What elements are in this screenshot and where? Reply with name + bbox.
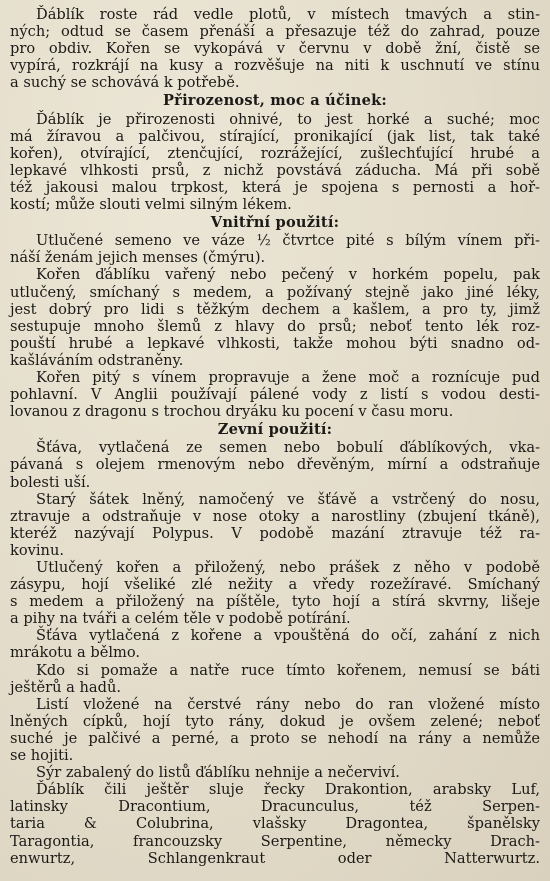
text-line: pouští hrubé a lepkavé vlhkosti, takže mohou býti snadno od- bbox=[10, 334, 540, 352]
text-line: Ďáblík čili ještěr sluje řecky Drakontion, arabsky Luf, bbox=[36, 781, 540, 799]
text-line: Kdo si pomaže a natře ruce tímto kořenem, nemusí se báti bbox=[36, 661, 540, 679]
text-line: náší ženám jejich menses (čmýru). bbox=[10, 249, 266, 267]
paragraph-names bbox=[10, 781, 540, 866]
text-line: Utlučené semeno ve váze ½ čtvrtce pité s bílým vínem při- bbox=[36, 232, 540, 250]
text-line: lněných cípků, hojí tyto rány, dokud je ovšem zelené; neboť bbox=[10, 712, 540, 730]
paragraph-external-leaves bbox=[10, 696, 540, 764]
paragraph-external-cheese bbox=[10, 764, 540, 781]
text-line: Listí vložené na čerstvé rány nebo do ran vložené místo bbox=[36, 695, 540, 713]
text-line: Šťáva, vytlačená ze semen nebo bobulí ďáblíkových, vka- bbox=[36, 439, 540, 457]
text-line: utlučený, smíchaný s medem, a požívaný stejně jako jiné léky, bbox=[10, 283, 540, 301]
text-line: pro obdiv. Kořen se vykopává v červnu v době žní, čistě se bbox=[10, 40, 540, 58]
paragraph-internal-seed bbox=[10, 232, 540, 266]
paragraph-nature bbox=[10, 111, 540, 214]
text-line: kovinu. bbox=[10, 541, 64, 559]
text-line: též jakousi malou trpkost, která je spojena s pernosti a hoř- bbox=[10, 178, 540, 196]
paragraph-external-eyes bbox=[10, 627, 540, 661]
paragraph-internal-wine bbox=[10, 369, 540, 420]
text-line: taria & Colubrina, vlašsky Dragontea, španělsky bbox=[10, 815, 540, 833]
text-line: pohlavní. V Anglii používají pálené vody z listí s vodou desti- bbox=[10, 386, 540, 404]
paragraph-external-juice bbox=[10, 439, 540, 490]
text-line: a suchý se schovává k potřebě. bbox=[10, 74, 240, 92]
text-line: Starý šátek lněný, namočený ve šťávě a vstrčený do nosu, bbox=[36, 490, 540, 508]
text-line: kostí; může slouti velmi silným lékem. bbox=[10, 196, 292, 214]
text-line: s medem a přiložený na píštěle, tyto hojí a stírá skvrny, lišeje bbox=[10, 593, 540, 611]
section-heading-internal-use: Vnitřní použití: bbox=[210, 214, 340, 232]
paragraph-external-root bbox=[10, 559, 540, 627]
section-heading-nature: Přirozenost, moc a účinek: bbox=[163, 92, 387, 110]
text-line: Ďáblík roste rád vedle plotů, v místech tmavých a stin- bbox=[36, 6, 540, 23]
text-line: Sýr zabalený do listů ďáblíku nehnije a nečerviví. bbox=[36, 764, 400, 782]
text-line: ztravuje a odstraňuje v nose otoky a narostliny (zbujení tkáně), bbox=[10, 507, 540, 525]
text-line: sestupuje mnoho šlemů z hlavy do prsů; neboť tento lék roz- bbox=[10, 317, 540, 335]
text-line: enwurtz, Schlangenkraut oder Natterwurtz. bbox=[10, 849, 540, 867]
text-line: lovanou z dragonu s trochou dryáku ku pocení v času moru. bbox=[10, 403, 454, 421]
text-line: bolesti uší. bbox=[10, 473, 91, 491]
paragraph-habitat bbox=[10, 6, 540, 91]
paragraph-internal-root bbox=[10, 266, 540, 369]
paragraph-external-hands bbox=[10, 662, 540, 696]
text-line: se hojiti. bbox=[10, 747, 74, 765]
text-line: kašláváním odstraněny. bbox=[10, 351, 184, 369]
text-line: a pihy na tváři a celém těle v podobě potírání. bbox=[10, 610, 351, 628]
text-line: vypírá, rozkrájí na kusy a rozvěšuje na niti k uschnutí ve stínu bbox=[10, 57, 540, 75]
text-line: Utlučený kořen a přiložený, nebo prášek z něho v podobě bbox=[36, 559, 540, 576]
text-line: Taragontia, francouzsky Serpentine, německy Drach- bbox=[10, 832, 540, 850]
text-line: latinsky Dracontium, Dracunculus, též Serpen- bbox=[10, 798, 540, 816]
text-line: pávaná s olejem rmenovým nebo dřevěným, mírní a odstraňuje bbox=[10, 456, 540, 474]
text-line: zásypu, hojí všeliké zlé nežity a vředy rozežíravé. Smíchaný bbox=[10, 576, 540, 594]
text-line: mrákotu a bělmo. bbox=[10, 644, 141, 662]
text-line: Šťáva vytlačená z kořene a vpouštěná do očí, zahání z nich bbox=[36, 627, 540, 645]
text-line: kořen), otvírající, ztenčující, rozrážející, zušlechťující hrubé a bbox=[10, 144, 540, 162]
text-line: suché je palčivé a perné, a proto se nehodí na rány a nemůže bbox=[10, 729, 540, 747]
text-line: jest dobrý pro lidi s těžkým dechem a kašlem, a pro ty, jimž bbox=[10, 300, 540, 318]
section-heading-external-use: Zevní použití: bbox=[217, 421, 333, 439]
text-line: Ďáblík je přirozenosti ohnivé, to jest horké a suché; moc bbox=[36, 110, 540, 128]
text-line: Kořen pitý s vínem propravuje a žene moč a roznícuje pud bbox=[36, 368, 540, 386]
text-line: Kořen ďáblíku vařený nebo pečený v horkém popelu, pak bbox=[36, 266, 540, 284]
text-line: ještěrů a hadů. bbox=[10, 678, 121, 696]
text-line: lepkavé vlhkosti prsů, z nichž povstává záducha. Má při sobě bbox=[10, 161, 540, 179]
text-line: ných; odtud se časem přenáší a přesazuje též do zahrad, pouze bbox=[10, 23, 540, 41]
text-line: kteréž nazývají Polypus. V podobě mazání ztravuje též ra- bbox=[10, 524, 540, 542]
paragraph-external-cloth bbox=[10, 491, 540, 559]
text-line: má žíravou a palčivou, stírající, pronikající (jak list, tak také bbox=[10, 127, 540, 145]
